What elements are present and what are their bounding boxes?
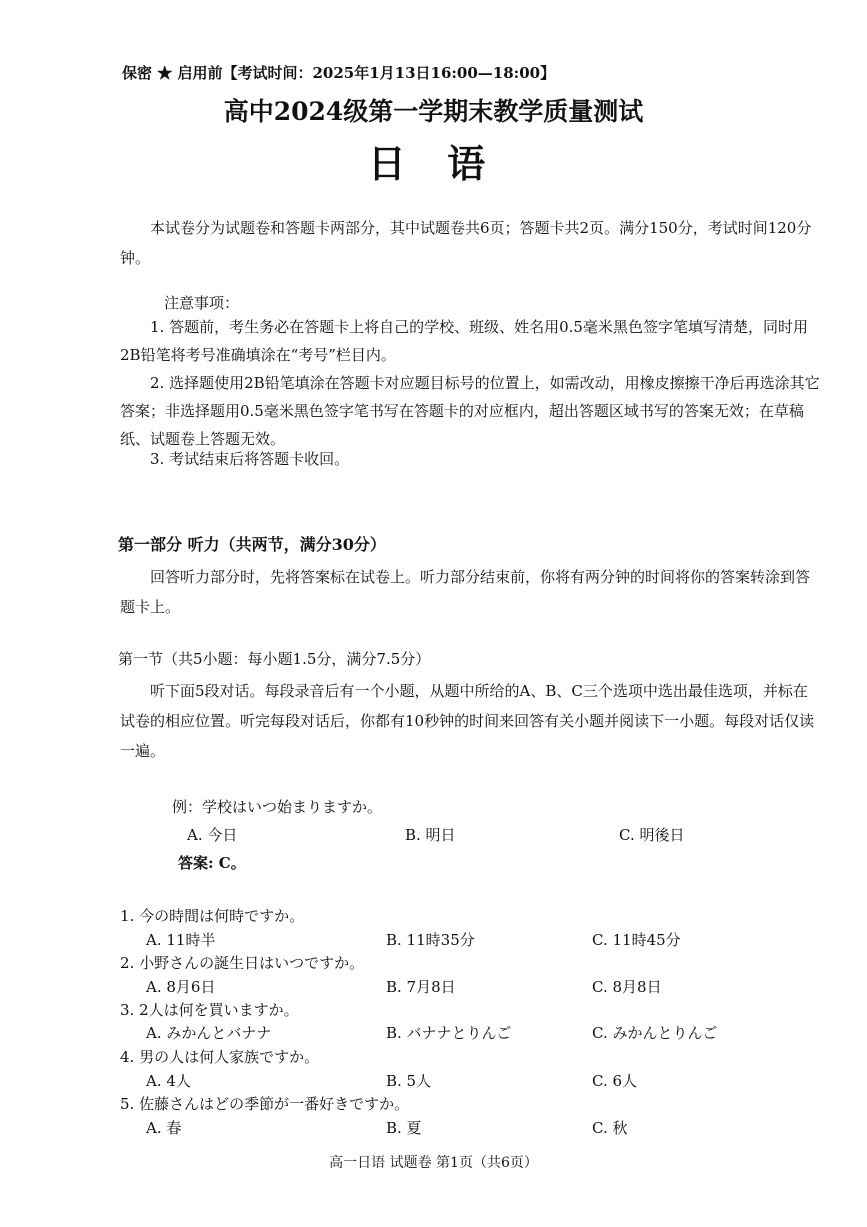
question-2-option-c: C. 8月8日 — [592, 978, 662, 996]
question-2-option-b: B. 7月8日 — [386, 978, 456, 996]
notice-heading: 注意事项： — [164, 294, 240, 312]
part1-title: 第一部分 听力（共两节，满分30分） — [118, 535, 386, 554]
question-2-option-a: A. 8月6日 — [146, 978, 216, 996]
question-3: 3. 2人は何を買いますか。 — [120, 1001, 299, 1019]
confidential-label: 保密 ★ 启用前【考试时间：2025年1月13日16:00—18:00】 — [122, 64, 556, 82]
part1-description: 回答听力部分时，先将答案标在试卷上。听力部分结束前，你将有两分钟的时间将你的答案转涂到答题卡上。 — [120, 568, 811, 616]
subject-title: 日 语 — [367, 141, 500, 186]
page-footer: 高一日语 试题卷 第1页（共6页） — [329, 1155, 538, 1171]
question-2: 2. 小野さんの誕生日はいつですか。 — [120, 954, 365, 972]
question-5-option-c: C. 秋 — [592, 1119, 628, 1137]
example-option-b: B. 明日 — [405, 826, 456, 844]
question-4-option-a: A. 4人 — [146, 1072, 191, 1090]
question-3-option-a: A. みかんとバナナ — [146, 1024, 272, 1042]
example-option-a: A. 今日 — [187, 826, 238, 844]
question-4-option-c: C. 6人 — [592, 1072, 638, 1090]
example-question: 例：学校はいつ始まりますか。 — [172, 798, 383, 816]
question-5-option-b: B. 夏 — [386, 1119, 422, 1137]
section1-title: 第一节（共5小题：每小题1.5分，满分7.5分） — [118, 650, 431, 668]
question-1-option-c: C. 11時45分 — [592, 931, 681, 949]
section1-description: 听下面5段对话。每段录音后有一个小题，从题中所给的A、B、C三个选项中选出最佳选项，并标在试卷的相应位置。听完每段对话后，你都有10秒钟的时间来回答有关小题并阅读下一小题。每段对话仅读一遍。 — [120, 682, 815, 760]
question-1-option-b: B. 11時35分 — [386, 931, 475, 949]
question-4: 4. 男の人は何人家族ですか。 — [120, 1048, 320, 1066]
question-5: 5. 佐藤さんはどの季節が一番好きですか。 — [120, 1095, 410, 1113]
intro-paragraph: 本试卷分为试题卷和答题卡两部分，其中试题卷共6页；答题卡共2页。满分150分，考试时间120分钟。 — [120, 219, 812, 267]
question-5-option-a: A. 春 — [146, 1119, 182, 1137]
notice-item: 3. 考试结束后将答题卡收回。 — [150, 450, 350, 468]
question-4-option-b: B. 5人 — [386, 1072, 432, 1090]
question-1: 1. 今の時間は何時ですか。 — [120, 907, 305, 925]
example-option-c: C. 明後日 — [619, 826, 685, 844]
question-3-option-c: C. みかんとりんご — [592, 1024, 718, 1042]
notice-item: 2. 选择题使用2B铅笔填涂在答题卡对应题目标号的位置上，如需改动，用橡皮擦擦干净后再选涂其它答案；非选择题用0.5毫米黑色签字笔书写在答题卡的对应框内，超出答题区域书写的答案无效；在草稿纸、试题卷上答题无效。 — [120, 374, 820, 448]
question-1-option-a: A. 11時半 — [146, 931, 216, 949]
question-3-option-b: B. バナナとりんご — [386, 1024, 512, 1042]
example-answer: 答案: C。 — [178, 854, 246, 872]
notice-item: 1. 答题前，考生务必在答题卡上将自己的学校、班级、姓名用0.5毫米黑色签字笔填写清楚，同时用2B铅笔将考号准确填涂在“考号”栏目内。 — [120, 318, 808, 364]
exam-title: 高中2024级第一学期末教学质量测试 — [223, 97, 644, 126]
